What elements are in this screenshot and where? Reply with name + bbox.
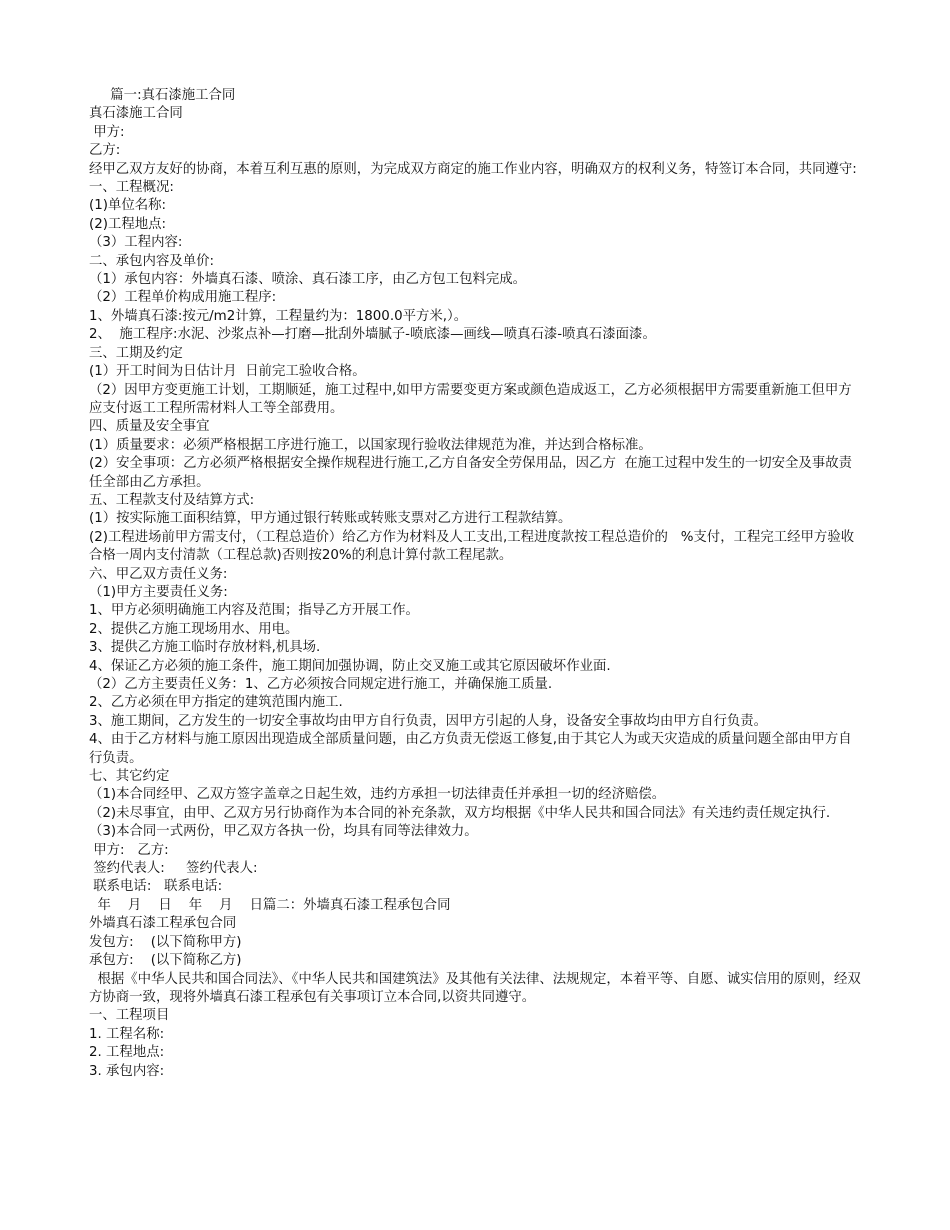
clause-item: （1)本合同经甲、乙双方签字盖章之日起生效，违约方承担一切法律责任并承担一切的经济赔偿。 (89, 787, 666, 803)
clause-heading-quality-safety: 四、质量及安全事宜 (89, 419, 210, 435)
clause-item: （3）工程内容: (89, 235, 183, 251)
signature-representatives: 签约代表人: 签约代表人: (89, 861, 258, 877)
clause-heading-payment: 五、工程款支付及结算方式: (89, 492, 255, 508)
clause-item: （2）乙方主要责任义务：1、乙方必须按合同规定进行施工，并确保施工质量. (89, 677, 553, 692)
clause-item: 2、乙方必须在甲方指定的建筑范围内施工. (89, 695, 343, 711)
clause-item: (1）质量要求：必须严格根据工序进行施工，以国家现行验收法律规范为准，并达到合格标准。 (89, 437, 652, 453)
clause-paragraph: (2）安全事项：乙方必须严格根据安全操作规程进行施工,乙方自备安全劳保用品，因乙方 在施工过程中发生的一切安全及事故责任全部由乙方承担。 (89, 456, 852, 490)
clause-paragraph: 3、施工期间，乙方发生的一切安全事故均由甲方自行负责，因甲方引起的人身，设备安全事故均由甲方自行负责。 (89, 713, 768, 729)
clause-item: 2、提供乙方施工现场用水、用电。 (89, 621, 299, 637)
clause-item: （2）工程单价构成用施工程序: (89, 290, 277, 306)
clause-item: 1、甲方必须明确施工内容及范围；指导乙方开展工作。 (89, 603, 419, 619)
party-b-field: 乙方: (89, 143, 121, 159)
clause-paragraph: 4、由于乙方材料与施工原因出现造成全部质量问题，由乙方负责无偿返工修复,由于其它人为或天灾造成的质量问题全部由甲方自行负责。 (89, 732, 852, 766)
clause-paragraph: （2）因甲方变更施工计划，工期顺延，施工过程中,如甲方需要变更方案或颜色造成返工，乙方必须根据甲方需要重新施工但甲方应支付返工工程所需材料人工等全部费用。 (89, 382, 852, 416)
preamble-paragraph: 经甲乙双方友好的协商，本着互利互惠的原则，为完成双方商定的施工作业内容，明确双方的权利义务，特签订本合同，共同遵守: (89, 161, 857, 177)
clause-item: 1、外墙真石漆:按元/m2计算，工程量约为：1800.0平方米,）。 (89, 308, 468, 324)
clause-paragraph: (2)工程进场前甲方需支付，（工程总造价）给乙方作为材料及人工支出,工程进度款按工程总造价的 %支付，工程完工经甲方验收合格一周内支付清款（工程总款)否则按20%的利息计算付款工程尾款。 (89, 529, 855, 564)
clause-item: 4、保证乙方必须的施工条件，施工期间加强协调，防止交叉施工或其它原因破坏作业面. (89, 658, 611, 674)
clause-item: (1)单位名称: (89, 198, 167, 214)
clause-heading-scope-price: 二、承包内容及单价: (89, 253, 215, 269)
clause-paragraph: （2)未尽事宜，由甲、乙双方另行协商作为本合同的补充条款，双方均根据《中华人民共和国合同法》有关违约责任规定执行. (89, 805, 831, 821)
signature-date-and-part-two-heading: 年 月 日 年 月 日篇二：外墙真石漆工程承包合同 (89, 897, 451, 913)
clause-item: (1）开工时间为日估计月 日前完工验收合格。 (89, 364, 366, 380)
clause-item: （1）承包内容：外墙真石漆、喷涂、真石漆工序，由乙方包工包料完成。 (89, 272, 527, 288)
clause-item: 3、提供乙方施工临时存放材料,机具场. (89, 640, 321, 656)
clause-heading-schedule: 三、工期及约定 (89, 345, 183, 361)
clause-item: （3)本合同一式两份，甲乙双方各执一份，均具有同等法律效力。 (89, 824, 478, 840)
contract-title: 真石漆施工合同 (89, 106, 183, 122)
clause-heading-other: 七、其它约定 (89, 769, 170, 785)
signature-parties: 甲方: 乙方: (89, 842, 169, 858)
clause-heading-responsibilities: 六、甲乙双方责任义务: (89, 566, 228, 582)
employer-field: 发包方: (以下简称甲方) (89, 934, 242, 950)
contractor-field: 承包方: (以下简称乙方) (89, 953, 242, 969)
clause-item: 2. 工程地点: (89, 1045, 165, 1061)
clause-item: 3. 承包内容: (89, 1063, 165, 1079)
clause-item: (2)工程地点: (89, 216, 167, 232)
signature-phones: 联系电话: 联系电话: (89, 879, 223, 895)
clause-item: （1)甲方主要责任义务: (89, 584, 228, 600)
clause-heading-overview: 一、工程概况: (89, 180, 174, 196)
preamble-paragraph-part-two: 根据《中华人民共和国合同法》、《中华人民共和国建筑法》及其他有关法律、法规规定，本着平等、自愿、诚实信用的原则，经双方协商一致，现将外墙真石漆工程承包有关事项订立本合同,以资共同遵守。 (89, 971, 861, 1005)
clause-item: 1. 工程名称: (89, 1026, 165, 1042)
clause-item: 2、 施工程序:水泥、沙浆点补—打磨—批刮外墙腻子-喷底漆—画线—喷真石漆-喷真石漆面漆。 (89, 327, 656, 343)
clause-item: (1）按实际施工面积结算，甲方通过银行转账或转账支票对乙方进行工程款结算。 (89, 511, 572, 527)
section-heading-part-one: 篇一:真石漆施工合同 (89, 88, 236, 103)
party-a-field: 甲方: (89, 124, 125, 140)
clause-heading-project: 一、工程项目 (89, 1008, 170, 1024)
contract-document (89, 87, 864, 1081)
contract-title-part-two: 外墙真石漆工程承包合同 (89, 916, 237, 932)
